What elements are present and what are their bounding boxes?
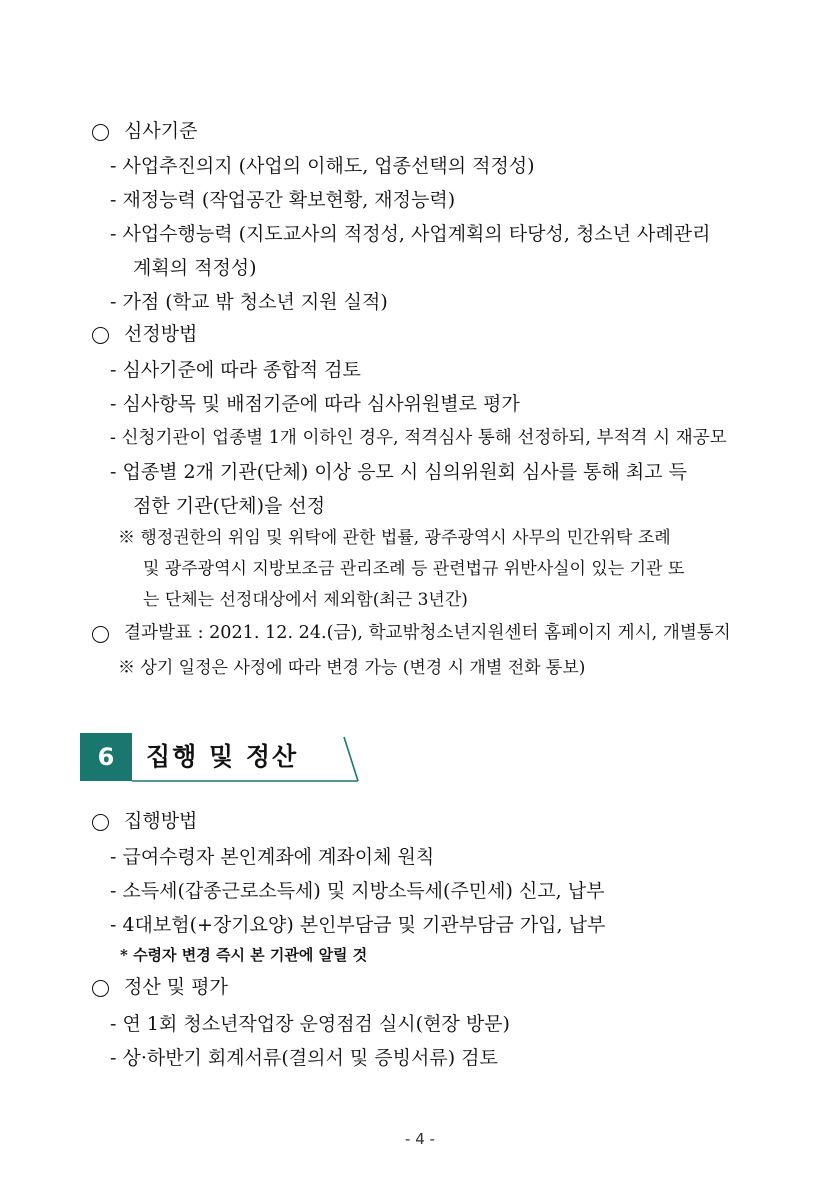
- list-item: - 사업추진의지 (사업의 이해도, 업종선택의 적정성): [110, 155, 535, 177]
- circle-bullet-icon: [92, 814, 109, 831]
- section-heading-selection: 선정방법: [124, 323, 198, 345]
- list-item-continuation: 계획의 적정성): [133, 257, 257, 279]
- section-heading-execution: 집행방법: [124, 810, 198, 832]
- section-heading-result: 결과발표 : 2021. 12. 24.(금), 학교밖청소년지원센터 홈페이지 게시, 개별통지: [124, 623, 731, 643]
- list-item: - 사업수행능력 (지도교사의 적정성, 사업계획의 타당성, 청소년 사례관리: [110, 223, 711, 245]
- note-line: 및 광주광역시 지방보조금 관리조례 등 관련법규 위반사실이 있는 기관 또: [143, 559, 685, 579]
- page-number: - 4 -: [405, 1130, 435, 1148]
- list-item: - 소득세(갑종근로소득세) 및 지방소득세(주민세) 신고, 납부: [110, 880, 605, 902]
- list-item: - 재정능력 (작업공간 확보현황, 재정능력): [110, 189, 456, 211]
- list-item: - 급여수령자 본인계좌에 계좌이체 원칙: [110, 846, 435, 868]
- list-item: - 가점 (학교 밖 청소년 지원 실적): [110, 291, 388, 313]
- section-heading-review: 심사기준: [124, 120, 198, 142]
- list-item: - 연 1회 청소년작업장 운영점검 실시(현장 방문): [110, 1013, 510, 1035]
- bold-note: * 수령자 변경 즉시 본 기관에 알릴 것: [120, 946, 368, 964]
- circle-bullet-icon: [92, 980, 109, 997]
- list-item: - 4대보험(+장기요양) 본인부담금 및 기관부담금 가입, 납부: [110, 914, 606, 936]
- note-line: 는 단체는 선정대상에서 제외함(최근 3년간): [143, 590, 468, 610]
- note-line: ※ 상기 일정은 사정에 따라 변경 가능 (변경 시 개별 전화 통보): [118, 658, 586, 678]
- chapter-number-badge: 6: [80, 733, 132, 781]
- chapter-title: 집행 및 정산: [146, 742, 299, 771]
- list-item-continuation: 점한 기관(단체)을 선정: [133, 495, 326, 517]
- section-heading-settlement: 정산 및 평가: [124, 976, 228, 998]
- circle-bullet-icon: [92, 327, 109, 344]
- chapter-header: [80, 733, 365, 783]
- circle-bullet-icon: [92, 626, 109, 643]
- list-item: - 상·하반기 회계서류(결의서 및 증빙서류) 검토: [110, 1047, 498, 1069]
- list-item: - 심사항목 및 배점기준에 따라 심사위원별로 평가: [110, 393, 520, 415]
- note-line: ※ 행정권한의 위임 및 위탁에 관한 법률, 광주광역시 사무의 민간위탁 조례: [118, 528, 671, 548]
- list-item: - 심사기준에 따라 종합적 검토: [110, 359, 361, 381]
- circle-bullet-icon: [92, 124, 109, 141]
- list-item: - 신청기관이 업종별 1개 이하인 경우, 적격심사 통해 선정하되, 부적격 시 재공모: [110, 428, 727, 448]
- list-item: - 업종별 2개 기관(단체) 이상 응모 시 심의위원회 심사를 통해 최고 득: [110, 461, 687, 483]
